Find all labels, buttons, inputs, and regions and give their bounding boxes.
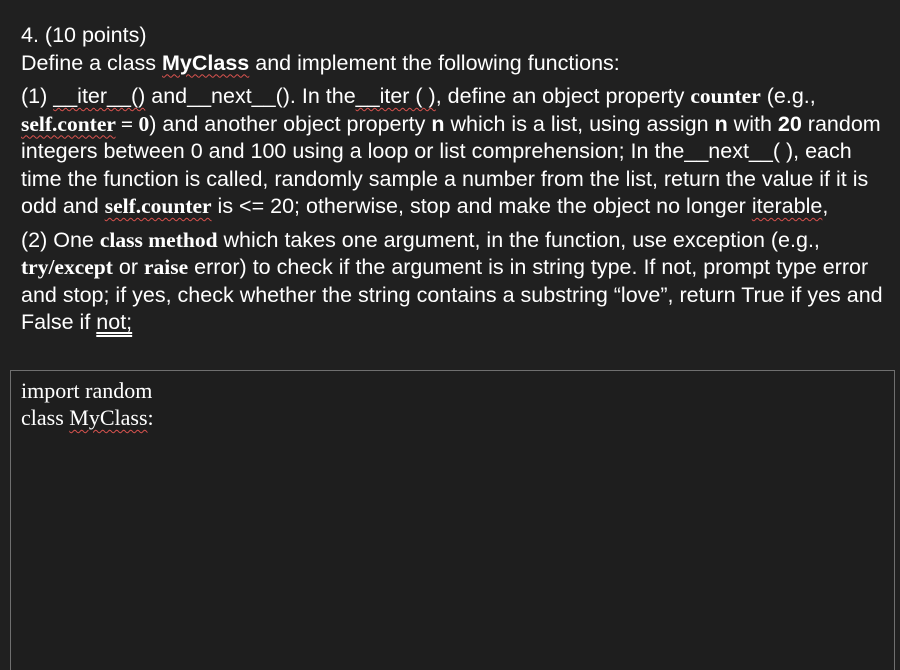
part2-check-rest: error) to check if the argument is in string type. If not, prompt type error and stop; if yes, check whether the string contains a substring “love”, return True if yes and False if [21, 255, 883, 334]
part2-raise: raise [144, 255, 189, 279]
part1-n-2: n [714, 111, 728, 136]
part2-try-except: try/except [21, 255, 113, 279]
part1-eg-open: (e.g., [760, 84, 816, 108]
part2-or: or [112, 255, 144, 279]
question-text [21, 22, 891, 337]
part1-iterable: iterable [751, 194, 823, 218]
part1-comma: , [822, 194, 829, 218]
question-part-2 [21, 227, 891, 337]
question-part-1 [21, 83, 891, 221]
code-line-2-keyword: class [21, 405, 70, 430]
part1-and: and [145, 84, 188, 108]
part1-next-fn: __next__() [187, 84, 290, 108]
code-editor[interactable] [10, 370, 895, 670]
code-line-2-class-name: MyClass [69, 405, 148, 430]
intro-class-name: MyClass [162, 50, 250, 75]
part1-iter-fn-2: __iter ( ) [355, 84, 436, 108]
part1-le-20: is <= 20; otherwise, stop and make the object no longer [211, 194, 752, 218]
part1-n: n [431, 111, 445, 136]
part1-each-time: , each time the function is called, randomly sample a number from the list, return the value if it is odd and [21, 139, 869, 218]
part2-takes: which takes one argument, in the function, use exception (e.g., [217, 227, 820, 252]
code-line-1[interactable]: import random [21, 378, 153, 403]
part1-random-rest: random integers between 0 and 100 using a loop or list comprehension; In the [21, 111, 881, 163]
part2-label: (2) One [21, 227, 100, 252]
part1-define-obj: , define an object property [435, 84, 691, 108]
part2-class-method: class method [99, 227, 218, 252]
intro-post: and implement the following functions: [249, 50, 620, 75]
code-line-2[interactable] [21, 404, 894, 431]
part1-another: ) and another object property [149, 111, 432, 136]
part1-label: (1) [21, 84, 54, 108]
part1-iter-fn: __iter__() [53, 84, 146, 108]
part2-not: not; [96, 310, 133, 334]
question-intro [21, 50, 891, 78]
code-line-2-colon: : [147, 405, 154, 430]
part1-counter: counter [690, 84, 761, 108]
question-header: 4. (10 points) [21, 23, 147, 47]
part1-eq-zero: = 0 [115, 111, 150, 136]
code-content[interactable] [11, 371, 894, 431]
part1-with: with [727, 111, 778, 136]
part1-self-counter: self.counter [104, 194, 212, 218]
part1-next-fn-2: __next__( ) [684, 139, 794, 163]
part1-twenty: 20 [777, 111, 802, 136]
part1-list-using: which is a list, using assign [444, 111, 715, 136]
part1-in-the: . In the [289, 84, 356, 108]
part1-self-conter: self.conter [21, 111, 116, 136]
intro-pre: Define a class [21, 50, 163, 75]
